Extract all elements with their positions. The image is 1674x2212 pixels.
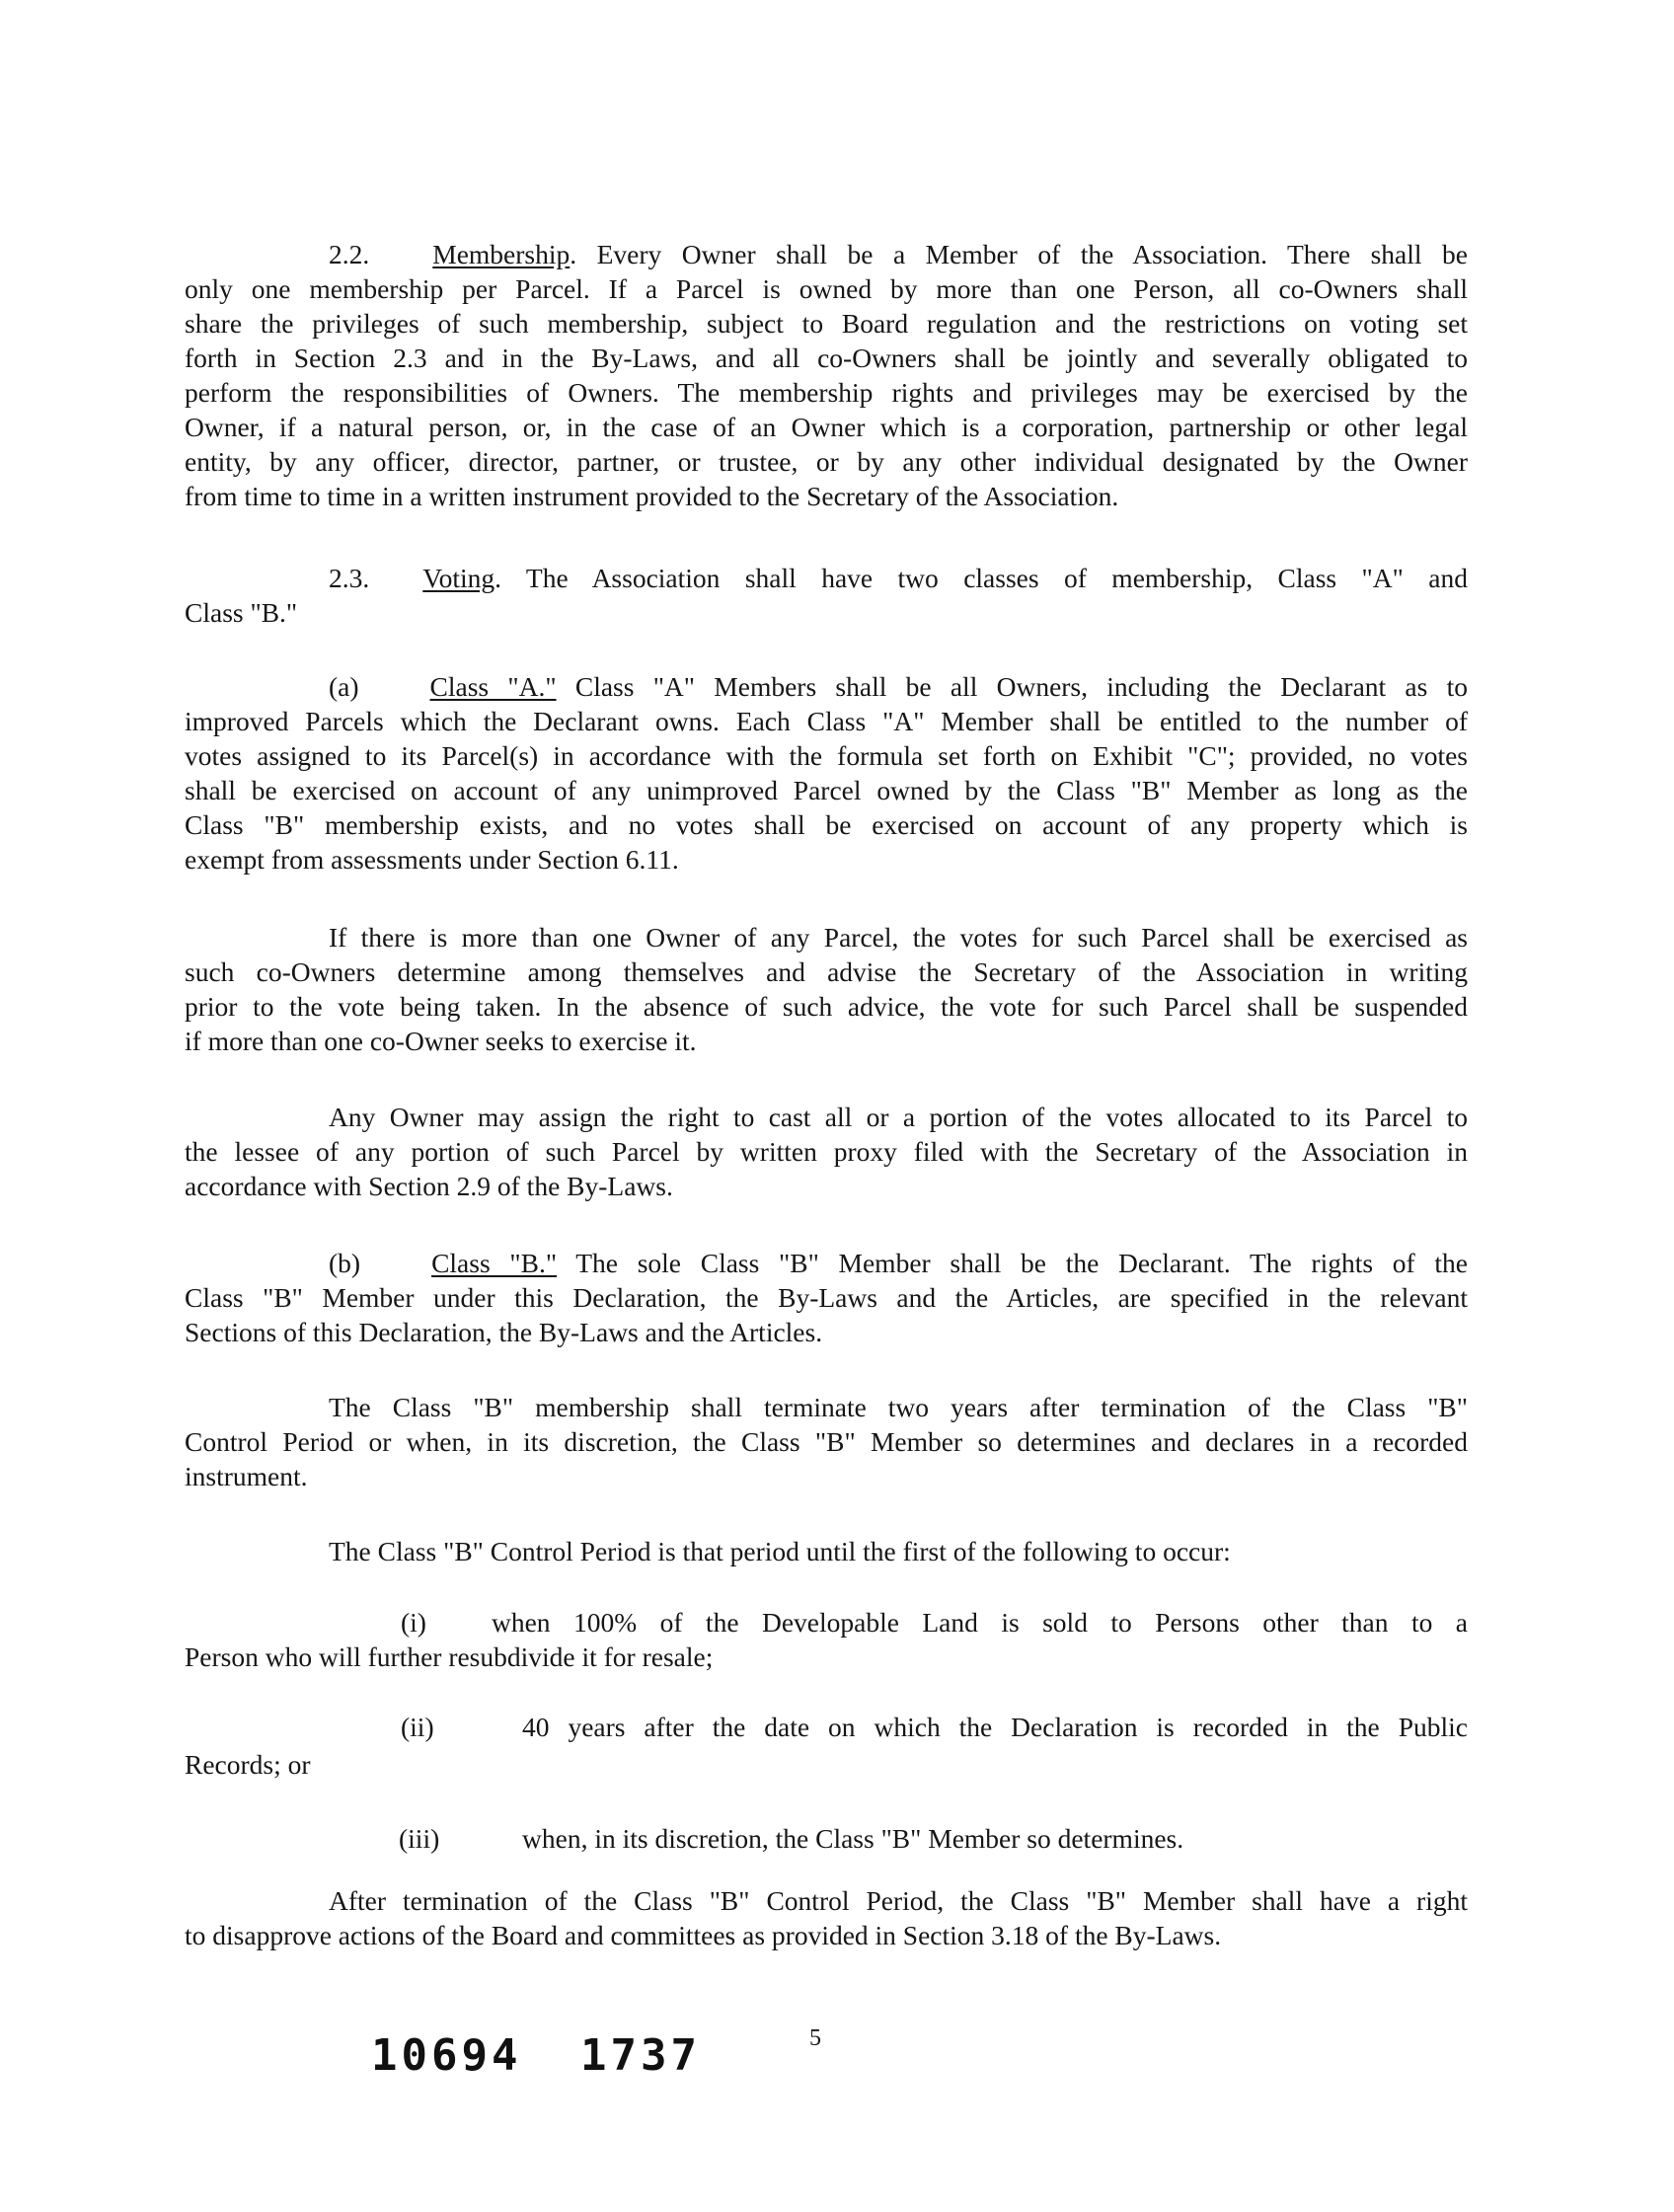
class-a-heading: Class "A.": [429, 671, 557, 702]
item-label: (iii): [399, 1823, 440, 1854]
item-label: (ii): [401, 1712, 434, 1742]
after-termination-paragraph: After termination of the Class "B" Control Period, the Class "B" Member shall have a right to disapprove actions of the Board and committees as provided in Section 3.18 of the By-Laws.: [185, 1885, 1468, 1950]
list-item-i: (i) when 100% of the Developable Land is sold to Persons other than to a Person who will further resubdivide it for resale;: [185, 1607, 1468, 1672]
termination-paragraph: The Class "B" membership shall terminate two years after termination of the Class "B" Control Period or when, in its discretion, the Class "B" Member so determines and declares in a recorded instrument.: [185, 1392, 1468, 1491]
recording-page-number: 1737: [580, 2030, 701, 2081]
class-b-heading: Class "B.": [431, 1248, 558, 1278]
section-text-lead: . Every Owner shall be a Member of the Association. There shall be: [570, 239, 1468, 269]
recording-book-number: 10694: [371, 2030, 522, 2081]
item-label: (a): [329, 671, 359, 702]
class-a-paragraph: (a) Class "A." Class "A" Members shall be all Owners, including the Declarant as to improved Parcels which the Declarant owns. Each Class "A" Member shall be entitled to the number of votes assigned to its Parcel(s) in accordance with the formula set forth on Exhibit "C"; provided, no votes shall be exercised on account of any unimproved Parcel owned by the Class "B" Member as long as the Class "B" membership exists, and no votes shall be exercised on account of any property which is exempt from assessments under Section 6.11.: [185, 671, 1468, 875]
item-label: (i): [401, 1607, 426, 1638]
section-2-3: 2.3. Voting. The Association shall have two classes of membership, Class "A" and Class "B.": [185, 563, 1468, 628]
page-number: 5: [809, 2025, 821, 2051]
section-heading: Membership: [432, 239, 571, 269]
co-owners-paragraph: If there is more than one Owner of any Parcel, the votes for such Parcel shall be exercised as such co-Owners determine among themselves and advise the Secretary of the Association in writing prior to the vote being taken. In the absence of such advice, the vote for such Parcel shall be suspended if more than one co-Owner seeks to exercise it.: [185, 922, 1468, 1056]
control-period-paragraph: The Class "B" Control Period is that period until the first of the following to occur:: [329, 1536, 1231, 1566]
section-number: 2.3.: [329, 563, 370, 593]
section-2-2: 2.2. Membership. Every Owner shall be a Member of the Association. There shall be only one membership per Parcel. If a Parcel is owned by more than one Person, all co-Owners shall share the privileges of such membership, subject to Board regulation and the restrictions on voting set forth in Section 2.3 and in the By-Laws, and all co-Owners shall be jointly and severally obligated to perform the responsibilities of Owners. The membership rights and privileges may be exercised by the Owner, if a natural person, or, in the case of an Owner which is a corporation, partnership or other legal entity, by any officer, director, partner, or trustee, or by any other individual designated by the Owner from time to time in a written instrument provided to the Secretary of the Association.: [185, 239, 1468, 511]
document-page: 2.2. Membership. Every Owner shall be a Member of the Association. There shall be only one membership per Parcel. If a Parcel is owned by more than one Person, all co-Owners shall share the privileges of such membership, subject to Board regulation and the restrictions on voting set forth in Section 2.3 and in the By-Laws, and all co-Owners shall be jointly and severally obligated to perform the responsibilities of Owners. The membership rights and privileges may be exercised by the Owner, if a natural person, or, in the case of an Owner which is a corporation, partnership or other legal entity, by any officer, director, partner, or trustee, or by any other individual designated by the Owner from time to time in a written instrument provided to the Secretary of the Association. 2.3. Voting. The Association shall have two classes of membership, Class "A" and Class "B." (a) Class "A." Class "A" Members shall be all Owners, including the Declarant as to improved Parcels which the Declarant owns. Each Class "A" Member shall be entitled to the number of votes assigned to its Parcel(s) in accordance with the formula set forth on Exhibit "C"; provided, no votes shall be exercised on account of any unimproved Parcel owned by the Class "B" Member as long as the Class "B" membership exists, and no votes shall be exercised on account of any property which is exempt from assessments under Section 6.11. If there is more than one Owner of any Parcel, the votes for such Parcel shall be exercised as such co-Owners determine among themselves and advise the Secretary of the Association in writing prior to the vote being taken. In the absence of such advice, the vote for such Parcel shall be suspended if more than one co-Owner seeks to exercise it. Any Owner may assign the right to cast all or a portion of the votes allocated to its Parcel to the lessee of any portion of such Parcel by written proxy filed with the Secretary of the Association in accordance with Section 2.9 of the By-Laws. (b) Class "B." The sole Class "B" Member shall be the Declarant. The rights of the Class "B" Member under this Declaration, the By-Laws and the Articles, are specified in the relevant Sections of this Declaration, the By-Laws and the Articles. The Class "B" membership shall terminate two years after termination of the Class "B" Control Period or when, in its discretion, the Class "B" Member so determines and declares in a recorded instrument. The Class "B" Control Period is that period until the first of the following to occur: (i) when 100% of the Developable Land is sold to Persons other than to a Person who will further resubdivide it for resale; (ii) 40 years after the date on which the Declaration is recorded in the Public Records; or (iii) when, in its discretion, the Class "B" Member so determines. After termination of the Class "B" Control Period, the Class "B" Member shall have a right to disapprove actions of the Board and committees as provided in Section 3.18 of the By-Laws. 10694 1737 5: [185, 239, 1468, 2081]
assign-votes-paragraph: Any Owner may assign the right to cast all or a portion of the votes allocated to its Parcel to the lessee of any portion of such Parcel by written proxy filed with the Secretary of the Association in accordance with Section 2.9 of the By-Laws.: [185, 1102, 1468, 1201]
class-b-paragraph: (b) Class "B." The sole Class "B" Member shall be the Declarant. The rights of the Class "B" Member under this Declaration, the By-Laws and the Articles, are specified in the relevant Sections of this Declaration, the By-Laws and the Articles.: [185, 1248, 1468, 1347]
section-number: 2.2.: [329, 239, 370, 269]
item-label: (b): [329, 1248, 361, 1278]
section-heading: Voting: [422, 563, 495, 593]
